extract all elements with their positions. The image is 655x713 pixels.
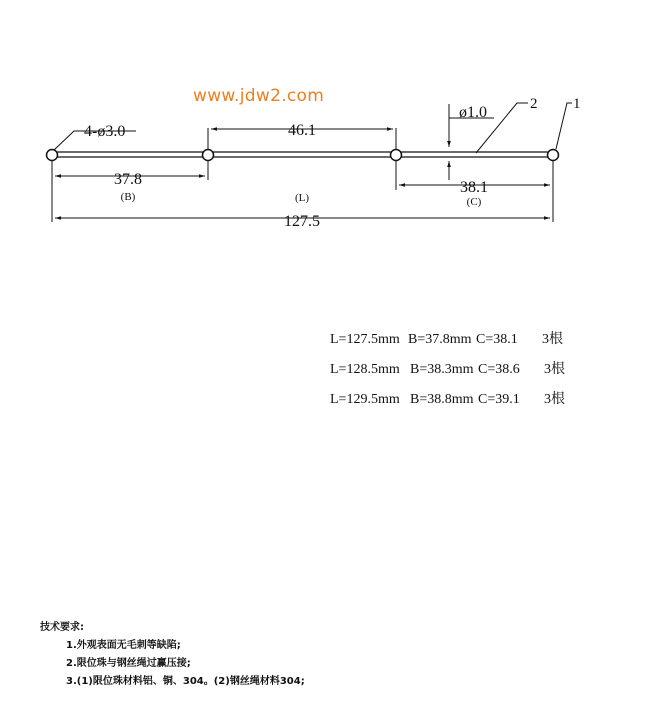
bead-3 [391, 150, 402, 161]
tech-item: 3.(1)限位珠材料铝、铜、304。(2)钢丝绳材料304; [66, 676, 305, 687]
bead-2 [203, 150, 214, 161]
dim-46-1 [211, 122, 393, 139]
wire-diameter-label: ø1.0 [459, 104, 487, 121]
dim-37-8-label: 37.8 [114, 171, 142, 188]
spec-qty: 3根 [544, 392, 565, 407]
wire-rope [52, 152, 553, 157]
dim-46-1-label: 46.1 [288, 122, 316, 139]
watermark: www.jdw2.com [193, 86, 325, 106]
spec-l: L=129.5mm [330, 392, 400, 407]
tech-item: 1.外观表面无毛刺等缺陷; [66, 640, 181, 651]
spec-qty: 3根 [544, 362, 565, 377]
callout-1 [556, 96, 581, 149]
callout-1-label: 1 [573, 96, 581, 112]
dim-38-1-label: 38.1 [460, 179, 488, 196]
dim-c-label: (C) [466, 196, 482, 208]
spec-b: B=37.8mm [408, 332, 472, 347]
bead-1 [47, 150, 58, 161]
spec-b: B=38.3mm [410, 362, 474, 377]
bead-4 [548, 150, 559, 161]
spec-row [316, 372, 565, 424]
spec-b: B=38.8mm [410, 392, 474, 407]
spec-l: L=127.5mm [330, 332, 400, 347]
dim-127-5-label: 127.5 [284, 213, 320, 230]
tech-item: 2.限位珠与钢丝绳过赢压接; [66, 658, 191, 669]
spec-c: C=38.6 [478, 362, 520, 377]
spec-l: L=128.5mm [330, 362, 400, 377]
dim-37-8 [55, 171, 205, 203]
hole-leader [54, 123, 136, 150]
tech-title: 技术要求: [40, 622, 84, 633]
spec-c: C=38.1 [476, 332, 518, 347]
spec-qty: 3根 [542, 332, 563, 347]
spec-c: C=39.1 [478, 392, 520, 407]
callout-2-label: 2 [530, 96, 538, 112]
dim-b-label: (B) [120, 191, 136, 203]
dim-127-5 [55, 213, 550, 230]
dim-38-1 [399, 179, 550, 208]
dim-l-label: (L) [294, 192, 310, 204]
stop-beads [47, 150, 559, 161]
hole-spec-label: 4-ø3.0 [84, 123, 126, 140]
